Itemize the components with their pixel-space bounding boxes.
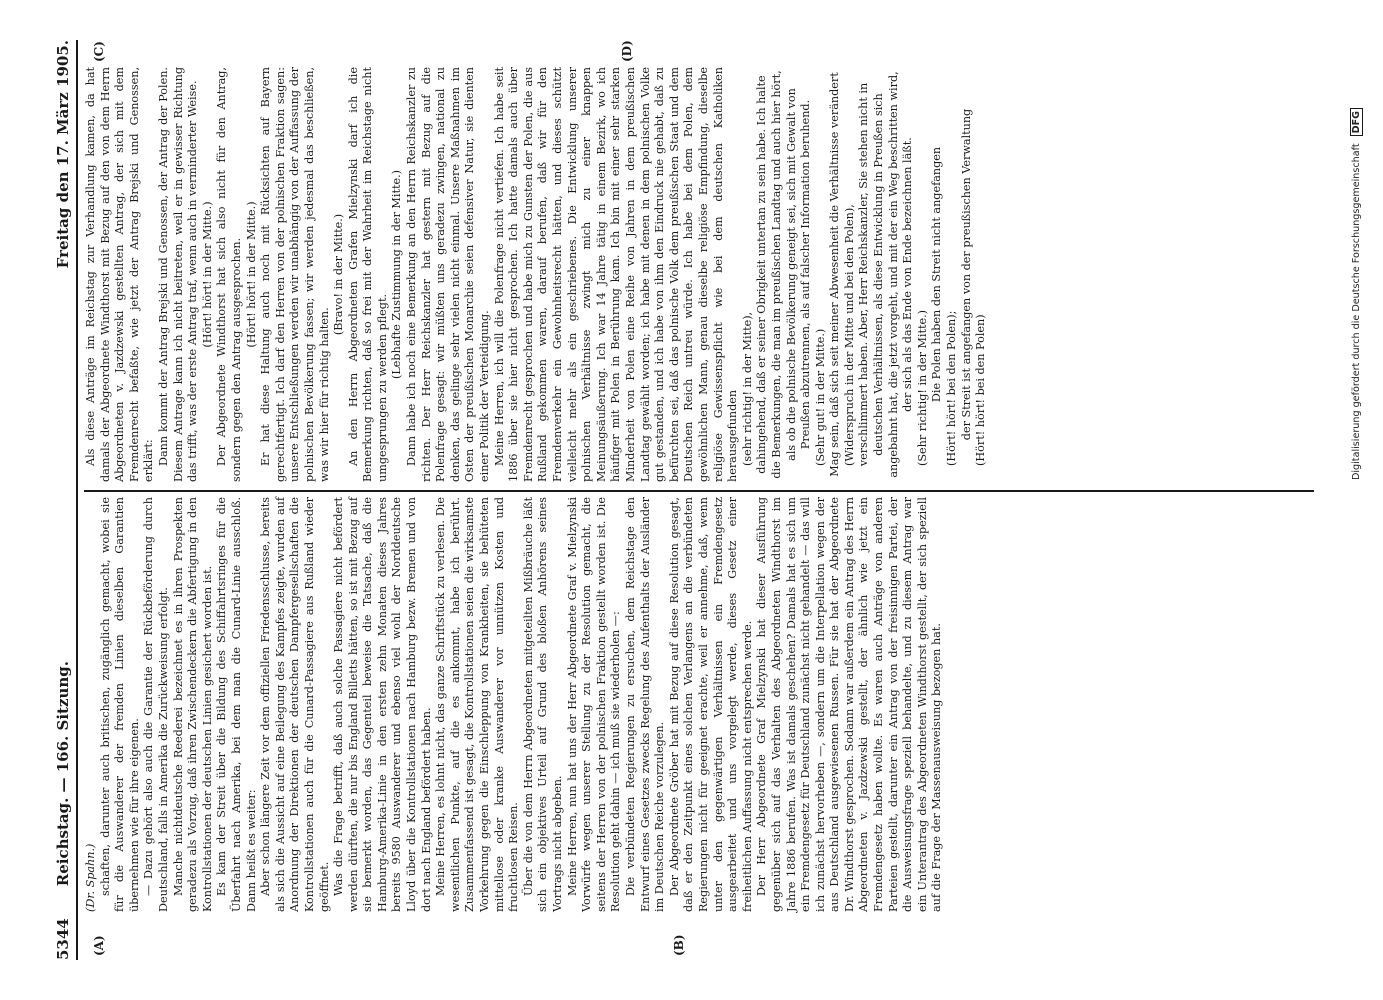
paragraph: der Streit ist angefangen von der preußischen Verwaltung	[959, 108, 973, 441]
paragraph: Die verbündeten Regierungen zu ersuchen, dem Reichstage den Entwurf eines Gesetzes zwecks Regelung des Aufenthalts der Ausländer im Deutschen Reiche vorzulegen.	[623, 497, 667, 912]
margin-mark-b: (B)	[672, 934, 686, 956]
paragraph: (Hört! hört! bei den Polen);	[945, 310, 959, 466]
paragraph: schaften, darunter auch britischen, zugänglich gemacht, wobei sie für die Auswanderer der fremden Linien dieselben Garantien übernehmen wie für ihre eigenen.	[98, 497, 141, 912]
session-date: Freitag den 17. März 1905.	[54, 40, 72, 269]
right-column	[84, 67, 989, 482]
paragraph: (Bravo! in der Mitte.)	[332, 213, 346, 336]
dfg-logo: DFG	[1350, 108, 1363, 136]
paragraph: (Hört! hört! in der Mitte.)	[200, 201, 214, 348]
page-header	[48, 40, 72, 960]
paragraph: (Sehr gut! in der Mitte.)	[813, 328, 827, 466]
paragraph: Über die von dem Herrn Abgeordneten mitgeteilten Mißbräuche läßt sich ein objektives Urteil auf Grund des bloßen Anhörens seines Vortrags nicht abgeben.	[521, 497, 564, 912]
paragraph: Meine Herren, ich will die Polenfrage nicht vertiefen. Ich habe seit 1886 über sie hier nicht gesprochen. Ich hatte damals auch über Fremdenrecht gesprochen und habe mich zu Gunsten der Polen, die aus Rußland gekommen waren, darauf berufen, daß wir für den Fremdenverkehr ein Gewohnheitsrecht hätten, und dieses schützt vielleicht mehr als ein geschriebenes. Die Entwicklung unserer polnischen Verhältnisse zwingt mich zu einer knappen Meinungsäußerung. Ich war 14 Jahre tätig in einem Bezirk, wo ich häufiger mit Polen in Berührung kam. Ich bin mit einer sehr starken Minderheit von Polen eine Reihe von Jahren in dem preußischen Landtag gewählt worden; ich habe mit denen in dem polnischen Volke gut gestanden, und ich habe von ihm den Eindruck nie gehabt, daß zu befürchten sei, daß das polnische Volk dem preußischen Staat und dem Deutschen Reich untreu würde. Ich habe bei dem Polen, dem gewöhnlichen Mann, genau dieselbe religiöse Empfindung, dieselbe religiöse Gewissenspflicht wie bei dem deutschen Katholiken herausgefunden	[492, 67, 740, 482]
speaker-tag: (Dr. Spahn.)	[84, 843, 97, 912]
paragraph: Dann habe ich noch eine Bemerkung an den Herrn Reichskanzler zu richten. Der Herr Reichskanzler hat gestern mit Bezug auf die Polenfrage gesagt: wir müßten uns geradezu zwingen, national zu denken, das gelinge sehr vielen nicht einmal. Unsere Maßnahmen im Osten der preußischen Monarchie seien defensiver Natur, sie dienten einer Politik der Verteidigung.	[405, 67, 492, 482]
paragraph: (Hört! hört! in der Mitte.)	[244, 201, 258, 348]
paragraph: Aber schon längere Zeit vor dem offiziellen Friedensschlusse, bereits als sich die Aussicht auf eine Beilegung des Kampfes zeigte, wurden auf Anordnung der Direktionen der deutschen Dampfergesellschaften die Kontrollstationen auch für die Cunard-Passagiere aus Rußland wieder geöffnet.	[259, 497, 331, 912]
paragraph: (Widerspruch in der Mitte und bei den Polen),	[842, 204, 856, 466]
header-rule	[76, 40, 78, 960]
page-number: 5344	[54, 918, 72, 960]
digitization-stamp	[1350, 10, 1363, 480]
paragraph: Meine Herren, es lohnt nicht, das ganze Schriftstück zu verlesen. Die wesentlichen Punkte, auf die es ankommt, habe ich berührt. Zusammenfassend ist gesagt, die Kontrollstationen seien die wirksamste Vorkehrung gegen die Einschleppung von Krankheiten, sie behüteten mittellose oder kranke Auswanderer vor unnützen Kosten und fruchtlosen Reisen.	[434, 497, 521, 912]
margin-mark-d: (D)	[620, 40, 634, 62]
margin-mark-c: (C)	[92, 41, 106, 62]
paragraph: — Dazu gehört also auch die Garantie der Rückbeförderung durch Deutschland, falls in Amerika die Zurückweisung erfolgt.	[142, 497, 170, 912]
paragraph: Der Herr Abgeordnete Graf Mielzynski hat dieser Ausführung gegenüber sich auf das Verhalten des Abgeordneten Windthorst im Jahre 1886 berufen. Was ist damals geschehen? Damals hat es sich um ein Fremdengesetz für Deutschland zunächst nicht gehandelt — das will ich zunächst hervorheben —, sondern um die Interpellation wegen der aus Deutschland ausgewiesenen Russen. Für sie hat der Abgeordnete Dr. Windthorst gesprochen. Sodann war außerdem ein Antrag des Herrn Abgeordneten v. Jazdzewski gestellt, der ähnlich wie jetzt ein Fremdengesetz haben wollte. Es waren auch Anträge von anderen Parteien gestellt, darunter ein Antrag von der freisinnigen Partei, der die Ausweisungsfrage speziell behandelte, und zu diesem Antrag war ein Unterantrag des Abgeordneten Windthorst gestellt, der sich speziell auf die Frage der Massenausweisung bezogen hat.	[755, 497, 944, 912]
paragraph: Die Polen haben den Streit nicht angefangen	[930, 146, 944, 403]
paragraph: Manche nichtdeutsche Reederei bezeichnet es in ihren Prospekten geradezu als Vorzug, daß ihren Zwischendeckern die Abfertigung in den Kontrollstationen der deutschen Linien gesichert worden ist.	[171, 497, 214, 912]
paragraph: Der Abgeordnete Gröber hat mit Bezug auf diese Resolution gesagt, daß er den Zeitpunkt eines solchen Verlangens an die verbündeten Regierungen nicht für geeignet erachte, weil er annehme, daß, wenn unter den gegenwärtigen Verhältnissen ein Fremdengesetz ausgearbeitet und uns vorgelegt werde, dieses Gesetz einer freiheitlichen Auffassung nicht entsprechen werde.	[667, 497, 754, 912]
paragraph: (Hört! hört! bei den Polen)	[974, 314, 988, 466]
paragraph: Was die Frage betrifft, daß auch solche Passagiere nicht befördert werden dürften, die nur bis England Billetts hätten, so ist mit Bezug auf sie bemerkt worden, das Gegenteil beweise die Tatsache, daß die Hamburg-Amerika-Linie in den ersten zehn Monaten dieses Jahres bereits 9580 Auswanderer und ebenso viel wohl der Norddeutsche Lloyd über die Kontrollstationen nach Hamburg bezw. Bremen und von dort nach England befördert haben.	[332, 497, 433, 912]
session-title: Reichstag. — 166. Sitzung.	[54, 661, 72, 887]
paragraph: Dann kommt der Antrag Brejski und Genossen, der Antrag der Polen. Diesem Antrage kann ich nicht beitreten, weil er in gewisser Richtung das trifft, was der erste Antrag traf, wenn auch in verminderter Weise.	[156, 67, 200, 482]
paragraph: Meine Herren, nun hat uns der Herr Abgeordnete Graf v. Mielzynski Vorwürfe wegen unserer Stellung zu der Resolution gemacht, die seitens der Herren von der polnischen Fraktion gestellt worden ist. Die Resolution geht dahin — ich muß sie wiederholen —:	[565, 497, 623, 912]
paragraph: (Sehr richtig! in der Mitte.)	[915, 309, 929, 466]
paragraph: verschlimmert haben. Aber, Herr Reichskanzler, Sie stehen nicht in deutschen Verhältnissen, als diese Entwicklung in Preußen sich angebahnt hat, die jetzt vorgeht, und mit der ein Weg beschritten wird, der sich als das Ende von Ende bezeichnen läßt.	[857, 71, 915, 478]
paragraph: Der Abgeordnete Windthorst hat sich also nicht für den Antrag, sondern gegen den Antrag ausgesprochen.	[215, 67, 243, 482]
paragraph: dahingehend, daß er seiner Obrigkeit untertan zu sein habe. Ich halte die Bemerkungen, die man im preußischen Landtag und auch hier hört, als ob die polnische Bevölkerung geneigt sei, sich mit Gewalt von Preußen abzutrennen, als auf falscher Information beruhend.	[755, 70, 813, 479]
margin-mark-a: (A)	[92, 935, 106, 956]
column-divider	[84, 490, 1314, 492]
paragraph: (Lebhafte Zustimmung in der Mitte.)	[390, 170, 404, 379]
paragraph: Als diese Anträge im Reichstag zur Verhandlung kamen, da hat damals der Abgeordnete Windthorst mit Bezug auf den von dem Herrn Abgeordneten v. Jazdzewski gestellten Antrag, der sich mit dem Fremdenrecht befaßte, wie jetzt der Antrag Brejski und Genossen, erklärt:	[84, 67, 156, 482]
paragraph: Mag sein, daß sich seit meiner Abwesenheit die Verhältnisse verändert	[828, 72, 842, 477]
stamp-text: Digitalisierung gefördert durch die Deutsche Forschungsgemeinschaft	[1351, 143, 1362, 480]
paragraph: Er hat diese Haltung auch noch mit Rücksichten auf Bayern gerechtfertigt. Ich darf den Herren von der polnischen Fraktion sagen: unsere Entschließungen werden wir unabhängig von der Auffassung der polnischen Bevölkerung fassen; wir werden jedesmal das beschließen, was wir hier für richtig halten.	[259, 67, 331, 482]
left-column	[84, 497, 945, 912]
paragraph: An den Herrn Abgeordneten Grafen Mielzynski darf ich die Bemerkung richten, daß so frei mit der Wahrheit im Reichstage nicht umgesprungen zu werden pflegt.	[346, 67, 389, 482]
paragraph: Es kam der Streit über die Bildung des Schiffahrtsringes für die Überfahrt nach Amerika, bei dem man die Cunard-Linie ausschloß. Dann heißt es weiter:	[215, 497, 258, 912]
paragraph: (sehr richtig! in der Mitte),	[740, 311, 754, 466]
